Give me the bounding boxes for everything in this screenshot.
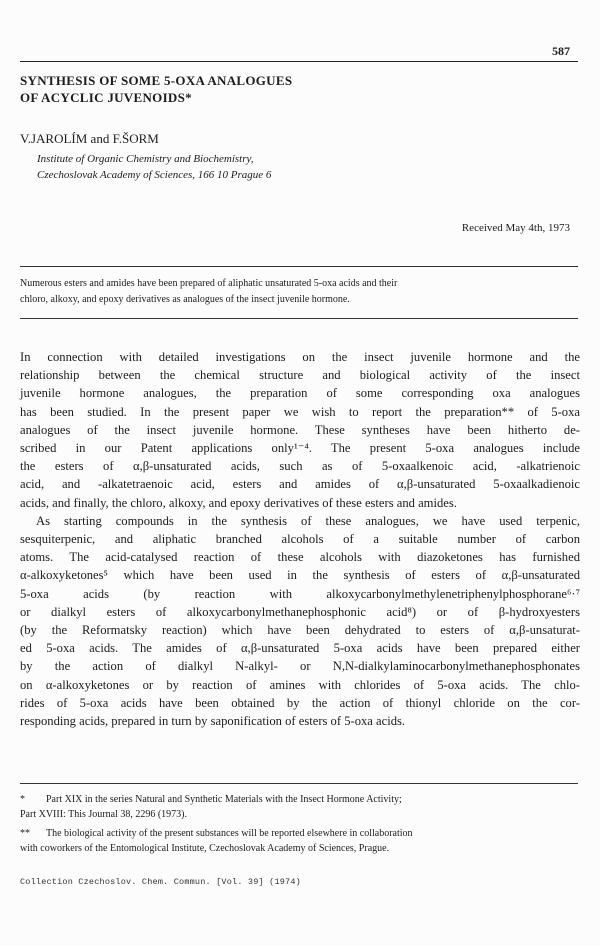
received-date: Received May 4th, 1973 [461, 222, 570, 234]
body-line: In connection with detailed investigations on the insect juvenile hormone and the [20, 350, 580, 364]
footnote-1-mark: * [20, 794, 25, 805]
paragraph-2 [20, 512, 580, 730]
body-line: the esters of α,β-unsaturated acids, such as of 5-oxaalkenoic acid, -alkatrienoic [20, 459, 580, 474]
body-line: As starting compounds in the synthesis of these analogues, we have used terpenic, [36, 513, 580, 528]
header-rule [20, 61, 578, 62]
affiliation-line-2: Czechoslovak Academy of Sciences, 166 10 Prague 6 [37, 169, 272, 181]
body-line: ed 5-oxa acids. The amides of α,β-unsaturated 5-oxa acids have been prepared either [20, 641, 580, 656]
body-line: on α-alkoxyketones or by reaction of amines with chlorides of 5-oxa acids. The chlo- [20, 677, 580, 692]
footnote-1-line-2: Part XVIII: This Journal 38, 2296 (1973). [20, 809, 188, 820]
footnote-1-line-1: Part XIX in the series Natural and Synthetic Materials with the Insect Hormone Activity; [46, 794, 402, 805]
authors: V.JAROLÍM and F.ŠORM [20, 131, 159, 146]
body-text [20, 348, 580, 730]
abstract-rule-top [20, 266, 578, 267]
body-line: α-alkoxyketones⁵ which have been used in the synthesis of esters of α,β-unsaturated [20, 568, 580, 583]
footnote-2-mark: ** [20, 828, 30, 839]
paragraph-1 [20, 348, 580, 512]
body-line: scribed in our Patent applications only¹⁻⁴. The present 5-oxa analogues include [20, 441, 580, 456]
article-title [20, 72, 292, 106]
body-line: relationship between the chemical structure and biological activity of the insect [20, 368, 580, 383]
footnote-rule [20, 783, 578, 784]
affiliation [37, 151, 271, 183]
body-line: 5-oxa acids (by reaction with alkoxycarbonylmethylenetriphenylphosphorane⁶·⁷ [20, 586, 580, 601]
body-line: rides of 5-oxa acids have been obtained by the action of thionyl chloride on the cor- [20, 695, 580, 710]
body-line: analogues of the insect juvenile hormone. These syntheses have been hitherto de- [20, 422, 580, 437]
abstract-line-2: chloro, alkoxy, and epoxy derivatives as analogues of the insect juvenile hormone. [20, 294, 350, 305]
body-line: atoms. The acid-catalysed reaction of these alcohols with diazoketones has furnished [20, 550, 580, 565]
footnote-1 [20, 792, 580, 822]
footnote-2-line-1: The biological activity of the present substances will be reported elsewhere in collaboration [46, 828, 413, 839]
body-line: acids, and finally, the chloro, alkoxy, and epoxy derivatives of these esters and amides. [20, 495, 457, 510]
footnote-2-line-2: with coworkers of the Entomological Institute, Czechoslovak Academy of Sciences, Prague. [20, 843, 390, 854]
body-line: responding acids, prepared in turn by saponification of esters of 5-oxa acids. [20, 714, 406, 729]
abstract [20, 276, 578, 308]
body-line: acid, and -alkatetraenoic acid, esters and amides of α,β-unsaturated 5-oxaalkadienoic [20, 477, 580, 492]
affiliation-line-1: Institute of Organic Chemistry and Biochemistry, [37, 153, 254, 165]
body-line: juvenile hormone analogues, the preparation of some corresponding oxa analogues [20, 386, 580, 401]
body-line: (by the Reformatsky reaction) which have been dehydrated to esters of α,β-unsaturat- [20, 623, 580, 638]
journal-citation: Collection Czechoslov. Chem. Commun. [Vol. 39] (1974) [20, 877, 301, 887]
footnote-2 [20, 826, 580, 856]
abstract-rule-bottom [20, 318, 578, 319]
body-line: has been studied. In the present paper we wish to report the preparation** of 5-oxa [20, 404, 580, 419]
body-line: or dialkyl esters of alkoxycarbonylmethanephosphonic acid⁸) or of β-hydroxyesters [20, 604, 580, 619]
abstract-line-1: Numerous esters and amides have been prepared of aliphatic unsaturated 5-oxa acids and their [20, 278, 398, 289]
title-line-2: OF ACYCLIC JUVENOIDS* [20, 90, 192, 105]
page-number: 587 [552, 44, 570, 58]
body-line: by the action of dialkyl N-alkyl- or N,N-dialkylaminocarbonylmethanephosphonates [20, 659, 580, 674]
title-line-1: SYNTHESIS OF SOME 5-OXA ANALOGUES [20, 73, 293, 88]
body-line: sesquiterpenic, and aliphatic branched alcohols of a suitable number of carbon [20, 532, 580, 547]
